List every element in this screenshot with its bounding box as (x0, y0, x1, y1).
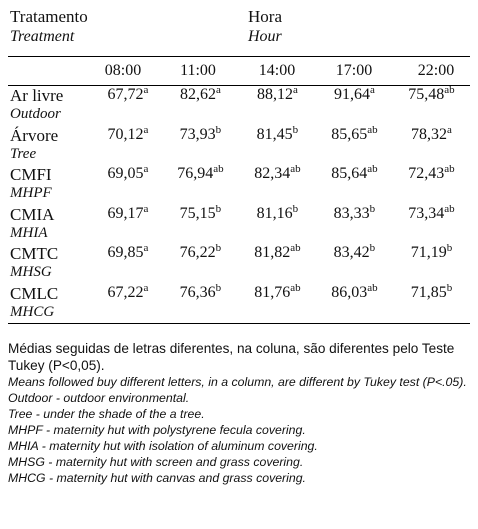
value-cell (393, 123, 470, 146)
treatment-label-en: MHIA (10, 224, 48, 241)
significance-letter: b (446, 242, 453, 254)
mean-value: 85,65 (331, 125, 368, 143)
value-cell (162, 244, 239, 264)
significance-letter: ab (444, 84, 455, 96)
treatment-label-en: MHCG (10, 303, 55, 320)
significance-letter: ab (290, 163, 301, 175)
mean-value: 81,16 (256, 204, 293, 222)
value-cell (94, 281, 162, 304)
value-cell (94, 165, 162, 185)
mean-value: 83,33 (333, 204, 370, 222)
value-cell (162, 202, 239, 225)
mean-value: 81,45 (256, 125, 293, 143)
value-cell (316, 202, 393, 225)
treatment-label-pt: CMTC (10, 244, 59, 263)
value-cell (239, 165, 316, 185)
treatment-label-pt: CMIA (10, 204, 55, 224)
value-cell (94, 86, 162, 106)
significance-letter: a (143, 123, 149, 136)
treatment-label-en: MHSG (10, 264, 52, 280)
value-cell (316, 165, 393, 185)
significance-letter: b (369, 242, 376, 254)
value-cell (239, 281, 316, 304)
column-header: 11:00 (180, 62, 216, 79)
mean-value: 76,22 (179, 244, 216, 261)
value-cell (94, 123, 162, 146)
table-row (8, 165, 470, 185)
mean-value: 71,19 (410, 244, 447, 261)
value-cell (393, 281, 470, 304)
mean-value: 83,42 (333, 244, 370, 261)
significance-letter: b (215, 242, 222, 254)
table-row-sub (8, 106, 470, 126)
value-cell (162, 123, 239, 146)
mean-value: 75,15 (179, 204, 216, 222)
column-header: 08:00 (104, 62, 142, 79)
significance-letter: ab (290, 242, 301, 254)
significance-letter: ab (444, 202, 455, 215)
table-row-sub (8, 146, 470, 166)
value-cell (239, 202, 316, 225)
note-def: Tree - under the shade of the a tree. (8, 407, 205, 421)
significance-letter: b (215, 202, 222, 215)
mean-value: 91,64 (333, 86, 370, 103)
significance-letter: ab (290, 281, 301, 294)
significance-letter: b (446, 281, 453, 294)
mean-value: 82,34 (254, 165, 291, 182)
table-body (8, 86, 470, 323)
significance-letter: b (215, 281, 222, 294)
significance-letter: ab (367, 163, 378, 175)
treatment-label-en: Tree (10, 145, 37, 162)
significance-letter: a (143, 84, 149, 96)
table-notes (8, 340, 473, 486)
mean-value: 73,93 (179, 125, 216, 143)
column-header: 17:00 (335, 62, 373, 79)
value-cell (393, 202, 470, 225)
significance-letter: a (143, 202, 149, 215)
mean-value: 82,62 (179, 86, 216, 103)
mean-value: 81,82 (254, 244, 291, 261)
table-row (8, 205, 470, 225)
significance-letter: ab (213, 163, 224, 175)
significance-letter: ab (367, 281, 378, 294)
treatment-label-en: MHPF (10, 185, 52, 201)
significance-letter: b (215, 123, 222, 136)
mean-value: 69,05 (107, 165, 144, 182)
value-cell (316, 244, 393, 264)
table-row-sub (8, 225, 470, 245)
table-row (8, 244, 470, 264)
mean-value: 75,48 (408, 86, 445, 103)
mean-value: 78,32 (411, 125, 448, 143)
table-row-sub (8, 264, 470, 284)
note-def: MHSG - maternity hut with screen and grass covering. (8, 455, 304, 469)
note-pt: Médias seguidas de letras diferentes, na coluna, são diferentes pelo Teste Tukey (P<0,05). (8, 341, 455, 373)
mean-value: 67,22 (107, 283, 144, 301)
column-header: 14:00 (258, 62, 296, 79)
mean-value: 76,36 (179, 283, 216, 301)
significance-letter: a (143, 163, 149, 175)
note-en: Means followed buy different letters, in a column, are different by Tukey test (P<.05). (8, 375, 467, 389)
value-cell (239, 244, 316, 264)
value-cell (162, 86, 239, 106)
mean-value: 69,17 (107, 204, 144, 222)
table-bottom-rule (8, 323, 470, 324)
note-def: MHPF - maternity hut with polystyrene fecula covering. (8, 423, 306, 437)
significance-letter: a (215, 84, 221, 96)
hour-heading-en: Hour (248, 28, 282, 45)
value-cell (162, 165, 239, 185)
value-cell (393, 244, 470, 264)
table-header (8, 6, 470, 57)
value-cell (316, 281, 393, 304)
value-cell (94, 244, 162, 264)
value-cell (393, 165, 470, 185)
mean-value: 86,03 (331, 283, 368, 301)
mean-value: 85,64 (331, 165, 368, 182)
significance-letter: a (143, 242, 149, 254)
value-cell (162, 281, 239, 304)
significance-letter: a (369, 84, 375, 96)
significance-letter: a (292, 84, 298, 96)
mean-value: 67,72 (107, 86, 144, 103)
mean-value: 73,34 (408, 204, 445, 222)
value-cell (393, 86, 470, 106)
results-table (8, 6, 470, 324)
significance-letter: b (369, 202, 376, 215)
mean-value: 81,76 (254, 283, 291, 301)
table-row (8, 126, 470, 146)
mean-value: 71,85 (410, 283, 447, 301)
value-cell (316, 86, 393, 106)
table-row-sub (8, 304, 470, 324)
mean-value: 69,85 (107, 244, 144, 261)
mean-value: 72,43 (408, 165, 445, 182)
value-cell (239, 86, 316, 106)
value-cell (94, 202, 162, 225)
value-cell (316, 123, 393, 146)
table-row (8, 284, 470, 304)
mean-value: 88,12 (256, 86, 293, 103)
treatment-label-pt: CMLC (10, 283, 59, 303)
significance-letter: a (447, 123, 452, 136)
note-def: MHCG - maternity hut with canvas and grass covering. (8, 471, 306, 485)
significance-letter: ab (444, 163, 455, 175)
table-row-sub (8, 185, 470, 205)
treatment-label-pt: CMFI (10, 165, 52, 184)
treatment-label-pt: Árvore (10, 125, 59, 145)
treatment-heading-pt: Tratamento (10, 7, 88, 26)
treatment-label-en: Outdoor (10, 106, 61, 122)
column-header: 22:00 (417, 62, 455, 79)
value-cell (239, 123, 316, 146)
mean-value: 70,12 (107, 125, 144, 143)
significance-letter: a (143, 281, 149, 294)
significance-letter: b (292, 123, 299, 136)
hour-columns (8, 57, 470, 86)
treatment-heading-en: Treatment (10, 28, 75, 45)
table-row (8, 86, 470, 106)
note-def: Outdoor - outdoor environmental. (8, 391, 190, 405)
mean-value: 76,94 (177, 165, 214, 182)
hour-heading-pt: Hora (248, 7, 282, 26)
treatment-label-pt: Ar livre (10, 86, 64, 105)
note-def: MHIA - maternity hut with isolation of aluminum covering. (8, 439, 318, 453)
significance-letter: b (292, 202, 299, 215)
significance-letter: ab (367, 123, 378, 136)
